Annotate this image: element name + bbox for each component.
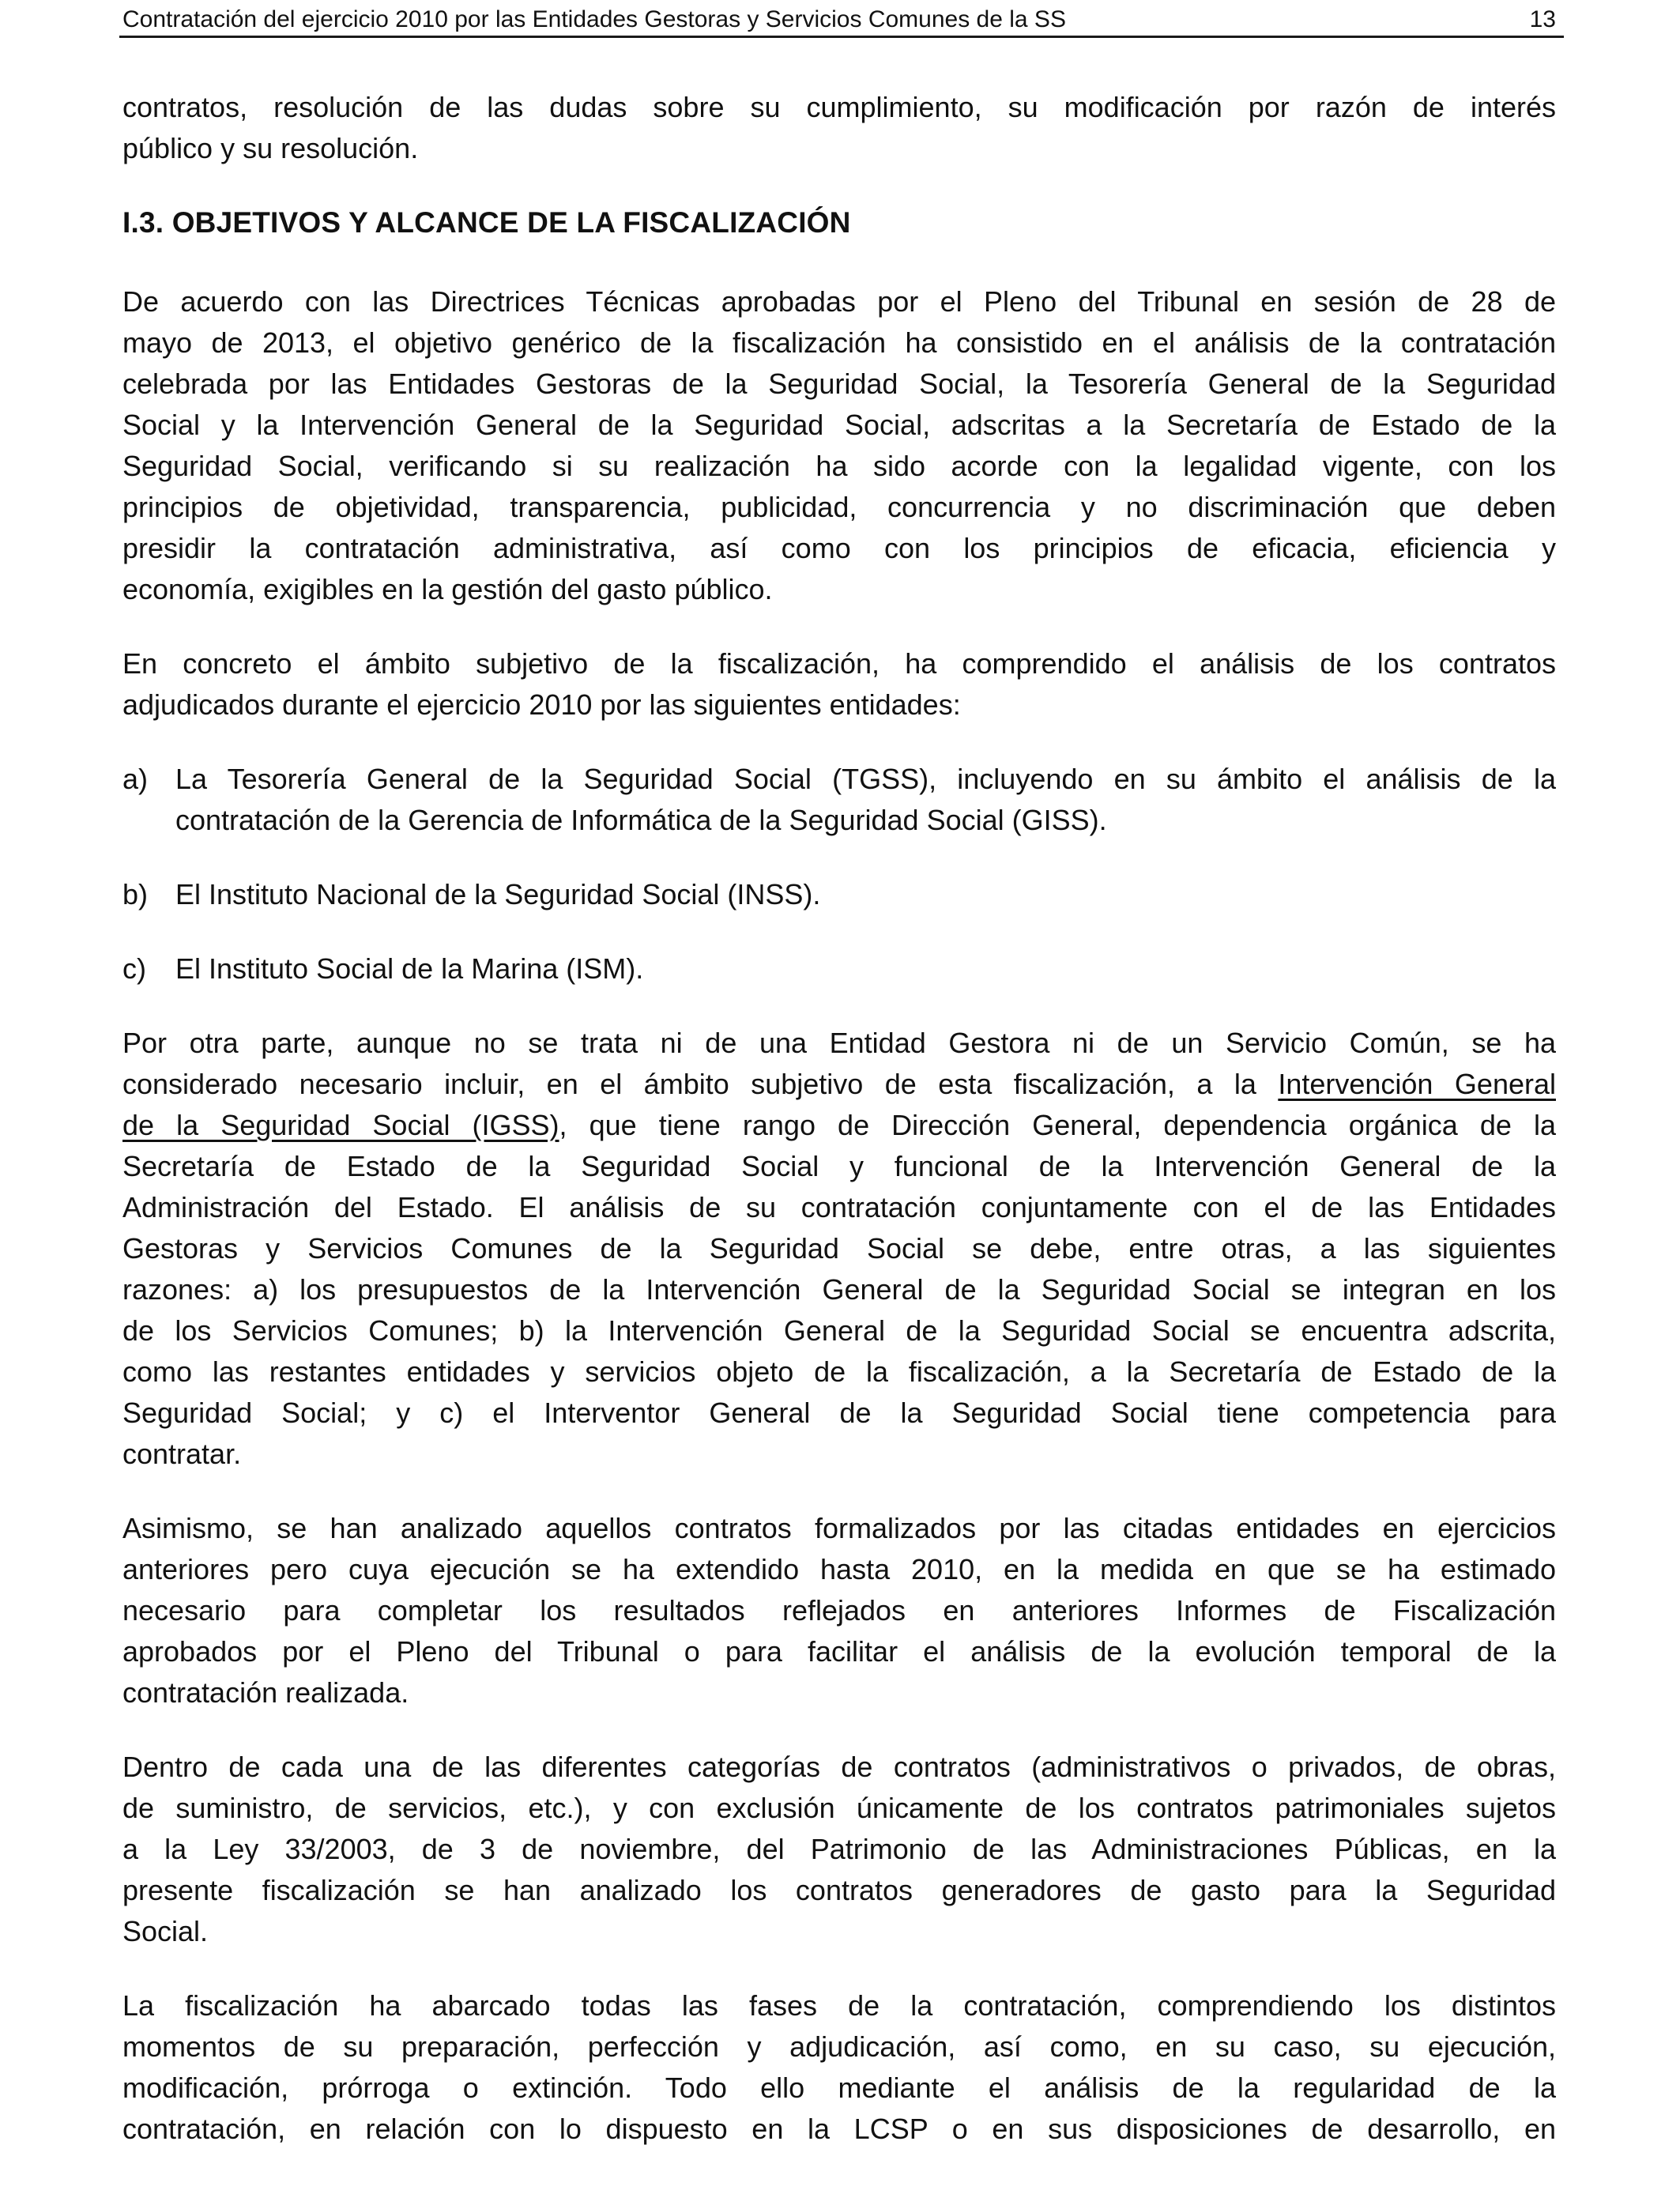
text-line: modificación, prórroga o extinción. Todo ello mediante el análisis de la regularidad de la [122,2071,1556,2104]
text-line: Asimismo, se han analizado aquellos contratos formalizados por las citadas entidades en ejercicios [122,1512,1556,1544]
text-line: Gestoras y Servicios Comunes de la Seguridad Social se debe, entre otras, a las siguientes [122,1232,1556,1265]
list-marker: b) [122,878,149,910]
text-line: Seguridad Social, verificando si su realización ha sido acorde con la legalidad vigente, con los [122,450,1556,482]
paragraph [122,1023,1556,1475]
header-title: Contratación del ejercicio 2010 por las Entidades Gestoras y Servicios Comunes de la SS [122,6,1066,32]
text-line: En concreto el ámbito subjetivo de la fiscalización, ha comprendido el análisis de los contratos [122,647,1556,680]
text-line: contratación de la Gerencia de Informática de la Seguridad Social (GISS). [175,804,1107,836]
text-line: Secretaría de Estado de la Seguridad Social y funcional de la Intervención General de la [122,1150,1556,1182]
text-line: necesario para completar los resultados reflejados en anteriores Informes de Fiscalización [122,1594,1556,1627]
text-line: aprobados por el Pleno del Tribunal o para facilitar el análisis de la evolución temporal de la [122,1635,1556,1668]
text-line: momentos de su preparación, perfección y adjudicación, así como, en su caso, su ejecución, [122,2030,1556,2063]
text-line: adjudicados durante el ejercicio 2010 por las siguientes entidades: [122,688,961,721]
page-header [122,6,1556,33]
text-segment: considerado necesario incluir, en el ámbito subjetivo de esta fiscalización, a la [122,1068,1279,1100]
text-line [122,1064,1556,1105]
underlined-text-segment: de la Seguridad Social (IGSS) [122,1109,559,1141]
text-line: La Tesorería General de la Seguridad Social (TGSS), incluyendo en su ámbito el análisis de la [175,763,1556,795]
list-marker: c) [122,952,146,985]
text-line: principios de objetividad, transparencia, publicidad, concurrencia y no discriminación que deben [122,491,1556,523]
list-item [122,759,1556,841]
text-line: economía, exigibles en la gestión del gasto público. [122,573,773,605]
text-line: contratar. [122,1438,242,1470]
paragraph [122,1508,1556,1713]
underlined-text-segment: Intervención General [1278,1068,1556,1100]
text-line: contratación, en relación con lo dispuesto en la LCSP o en sus disposiciones de desarrollo, en [122,2113,1556,2145]
text-line: El Instituto Social de la Marina (ISM). [175,952,644,985]
text-line: El Instituto Nacional de la Seguridad Social (INSS). [175,878,821,910]
text-line: Social. [122,1915,209,1947]
text-segment: , que tiene rango de Dirección General, dependencia orgánica de la [559,1109,1556,1141]
text-line: a la Ley 33/2003, de 3 de noviembre, del Patrimonio de las Administraciones Públicas, en la [122,1833,1556,1865]
text-line: contratación realizada. [122,1676,409,1709]
header-page-number: 13 [1529,6,1556,32]
text-line: Administración del Estado. El análisis de su contratación conjuntamente con el de las Entidades [122,1191,1556,1223]
paragraph [122,1747,1556,1952]
text-line [122,1105,1556,1146]
list-item [122,948,1556,990]
text-line: Seguridad Social; y c) el Interventor General de la Seguridad Social tiene competencia para [122,1397,1556,1429]
text-line: De acuerdo con las Directrices Técnicas aprobadas por el Pleno del Tribunal en sesión de 28 de [122,285,1556,318]
list-marker: a) [122,763,149,795]
section-heading: I.3. OBJETIVOS Y ALCANCE DE LA FISCALIZACIÓN [122,206,851,239]
text-line: mayo de 2013, el objetivo genérico de la fiscalización ha consistido en el análisis de la contratación [122,326,1556,359]
text-line: Dentro de cada una de las diferentes categorías de contratos (administrativos o privados, de obras, [122,1751,1556,1783]
text-line: La fiscalización ha abarcado todas las fases de la contratación, comprendiendo los distintos [122,1989,1556,2022]
paragraph [122,643,1556,726]
text-line: contratos, resolución de las dudas sobre su cumplimiento, su modificación por razón de interés [122,91,1556,123]
text-line: presente fiscalización se han analizado los contratos generadores de gasto para la Seguridad [122,1874,1556,1906]
text-line: razones: a) los presupuestos de la Intervención General de la Seguridad Social se integran en los [122,1273,1556,1306]
text-line: como las restantes entidades y servicios objeto de la fiscalización, a la Secretaría de Estado de la [122,1355,1556,1388]
text-line: presidir la contratación administrativa, así como con los principios de eficacia, eficiencia y [122,532,1556,564]
paragraph [122,1985,1556,2150]
paragraph [122,87,1556,169]
text-line: anteriores pero cuya ejecución se ha extendido hasta 2010, en la medida en que se ha estimado [122,1553,1556,1585]
text-line: celebrada por las Entidades Gestoras de la Seguridad Social, la Tesorería General de la Seguridad [122,368,1556,400]
paragraph [122,281,1556,610]
text-line: Por otra parte, aunque no se trata ni de una Entidad Gestora ni de un Servicio Común, se ha [122,1027,1556,1059]
text-line: de suministro, de servicios, etc.), y con exclusión únicamente de los contratos patrimoniales sujetos [122,1792,1556,1824]
text-line: público y su resolución. [122,132,419,164]
text-line: de los Servicios Comunes; b) la Intervención General de la Seguridad Social se encuentra adscrita, [122,1314,1556,1347]
list-item [122,874,1556,915]
text-line: Social y la Intervención General de la Seguridad Social, adscritas a la Secretaría de Estado de la [122,409,1556,441]
document-body [122,38,1556,2150]
